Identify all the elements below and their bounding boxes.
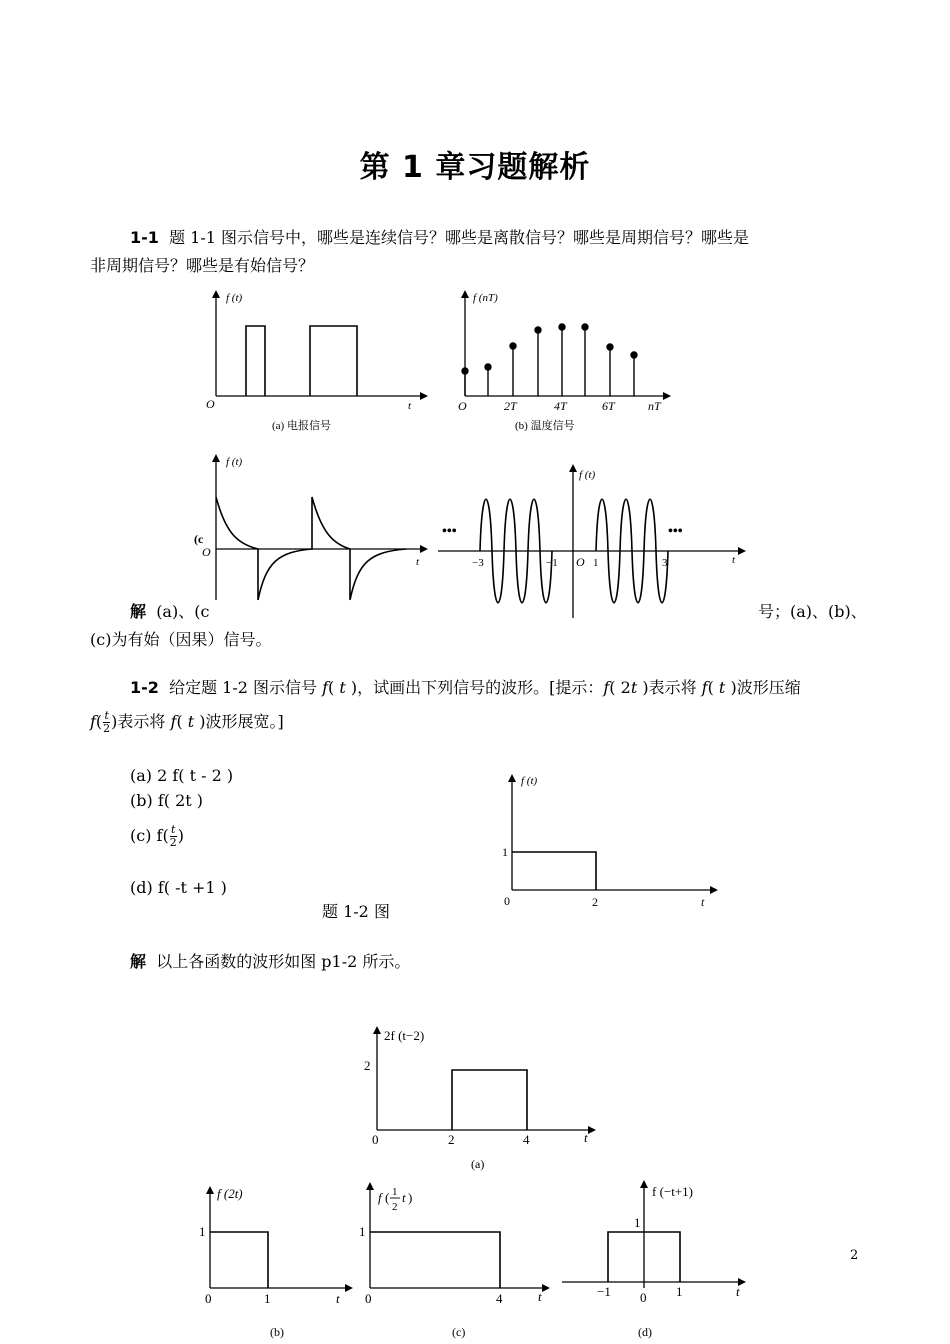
fraction (103, 710, 110, 735)
y-axis-label-paren: ( (385, 1190, 390, 1205)
figure-p1-2-d (560, 1178, 760, 1344)
text: f (603, 678, 610, 697)
x-axis-label: t (416, 556, 420, 568)
tick-4T: 4T (554, 399, 567, 413)
figure-1-1-a (200, 288, 430, 438)
x-axis-label: t (538, 1289, 542, 1304)
item-d: (d) f( -t +1 ) (130, 878, 227, 897)
tick-1: 1 (502, 845, 508, 859)
tick-2T: 2T (504, 399, 517, 413)
solution-1-1-right: 号；(a)、(b)、 (758, 602, 867, 621)
tick-y-1: 1 (359, 1224, 366, 1239)
problem-text: 题 1-1 图示信号中，哪些是连续信号？哪些是离散信号？哪些是周期信号？哪些是 (169, 228, 750, 247)
y-axis-label: 2f (t−2) (384, 1028, 425, 1043)
figure-1-2 (495, 770, 725, 910)
y-axis-label: f (2t) (217, 1186, 243, 1201)
figure-caption: 题 1-2 图 (322, 902, 390, 921)
y-axis-label: f (−t+1) (652, 1184, 694, 1199)
origin-label: 0 (504, 894, 510, 908)
item-c (130, 822, 184, 850)
tick-y-1: 1 (199, 1224, 206, 1239)
text: (c) f( (130, 826, 169, 845)
x-axis-label: t (336, 1291, 340, 1306)
origin-label: 0 (372, 1132, 379, 1147)
text: t (630, 678, 638, 697)
x-axis-label: t (408, 400, 412, 412)
y-axis-label-t: t (402, 1190, 406, 1205)
figure-p1-2-b (195, 1184, 365, 1344)
text: t (187, 712, 195, 731)
origin-label: 0 (365, 1291, 372, 1306)
figure-1-1-c (190, 452, 430, 624)
tick-2: 2 (592, 895, 598, 909)
origin-label: O (576, 555, 585, 569)
figure-caption: (b) (270, 1325, 284, 1339)
fraction (170, 824, 177, 849)
tick-x-1: 1 (264, 1291, 271, 1306)
figure-caption: (a) 电报信号 (272, 420, 331, 432)
solution-label: 解 (130, 602, 147, 621)
fraction-denominator: 2 (392, 1201, 398, 1213)
text: )波形展宽。] (194, 712, 284, 731)
caption-fragment: (c (194, 532, 204, 546)
problem-number: 1-2 (130, 678, 159, 697)
denominator: 2 (103, 722, 111, 735)
y-axis-label: f (nT) (473, 292, 498, 304)
y-axis-label-close: ) (408, 1190, 413, 1205)
tick-x-4: 4 (523, 1132, 530, 1147)
figure-p1-2-c (354, 1180, 564, 1344)
solution-1-2 (130, 948, 410, 976)
text: 给定题 1-2 图示信号 (169, 678, 323, 697)
figure-p1-2-a (360, 1024, 610, 1174)
text: ) (177, 826, 184, 845)
solution-1-1-line2: (c)为有始（因果）信号。 (90, 630, 272, 649)
text: f (701, 678, 708, 697)
tick-6T: 6T (602, 399, 615, 413)
figure-caption: (b) 温度信号 (515, 420, 575, 432)
page-number: 2 (850, 1248, 859, 1263)
text: )表示将 (637, 678, 702, 697)
tick-minus-1: −1 (546, 557, 558, 569)
text: t (339, 678, 346, 697)
x-axis-label: t (732, 554, 736, 566)
text: ( (707, 678, 719, 697)
tick-x-minus-1: −1 (597, 1284, 611, 1299)
solution-text: 以上各函数的波形如图 p1-2 所示。 (156, 952, 411, 971)
problem-1-2-line1 (130, 674, 801, 702)
ellipsis-right: ••• (668, 524, 683, 539)
origin-label: O (206, 397, 215, 411)
text: f (170, 712, 177, 731)
problem-1-2-line2: f( $\frac{t}{2}$ )表示将 f( t )波形展宽。] (90, 709, 284, 735)
page-title: 第 1 章习题解析 (359, 150, 591, 185)
text: ( 2 (609, 678, 631, 697)
numerator: t (104, 709, 109, 722)
y-axis-label: f (t) (521, 775, 538, 787)
text: ( (176, 712, 188, 731)
solution-fragment: (a)、(c (156, 602, 210, 621)
tick-3: 3 (662, 557, 668, 569)
solution-label: 解 (130, 952, 147, 971)
problem-1-1-line2: 非周期信号？哪些是有始信号？ (90, 256, 315, 275)
figure-caption: (c) (452, 1325, 466, 1339)
tick-x-2: 2 (448, 1132, 455, 1147)
numerator: t (170, 823, 176, 836)
problem-number: 1-1 (130, 228, 159, 247)
x-axis-label: t (736, 1284, 740, 1299)
origin-label: 0 (640, 1290, 647, 1305)
problem-1-1-line1 (130, 224, 870, 252)
text: )波形压缩 (725, 678, 801, 697)
y-axis-label-f: f (378, 1190, 382, 1205)
tick-1: 1 (593, 557, 599, 569)
text: )，试画出下列信号的波形。[提示： (345, 678, 604, 697)
item-a: (a) 2 f( t - 2 ) (130, 766, 234, 785)
origin-label: O (458, 399, 467, 413)
text: f (90, 712, 96, 731)
text: ( (328, 678, 340, 697)
figure-caption: (a) (471, 1157, 485, 1171)
y-axis-label: f (t) (226, 292, 243, 304)
text: t (718, 678, 726, 697)
origin-label: 0 (205, 1291, 212, 1306)
text: f (322, 678, 329, 697)
figure-1-1-d (436, 462, 756, 624)
figure-caption: (d) (638, 1325, 652, 1339)
origin-label: O (202, 545, 211, 559)
tick-minus-3: −3 (472, 557, 484, 569)
denominator: 2 (169, 836, 177, 849)
x-axis-label: t (584, 1130, 588, 1145)
figure-1-1-b (445, 288, 675, 438)
tick-x-1: 1 (676, 1284, 683, 1299)
x-axis-label: nT (648, 399, 661, 413)
ellipsis-left: ••• (442, 524, 457, 539)
fraction-numerator: 1 (392, 1186, 398, 1198)
tick-y-2: 2 (364, 1058, 371, 1073)
tick-x-4: 4 (496, 1291, 503, 1306)
item-b: (b) f( 2t ) (130, 791, 203, 810)
y-axis-label: f (t) (226, 456, 243, 468)
y-axis-label: f (t) (579, 469, 596, 481)
text: )表示将 (111, 712, 171, 731)
tick-y-1: 1 (634, 1215, 641, 1230)
x-axis-label: t (701, 895, 705, 909)
